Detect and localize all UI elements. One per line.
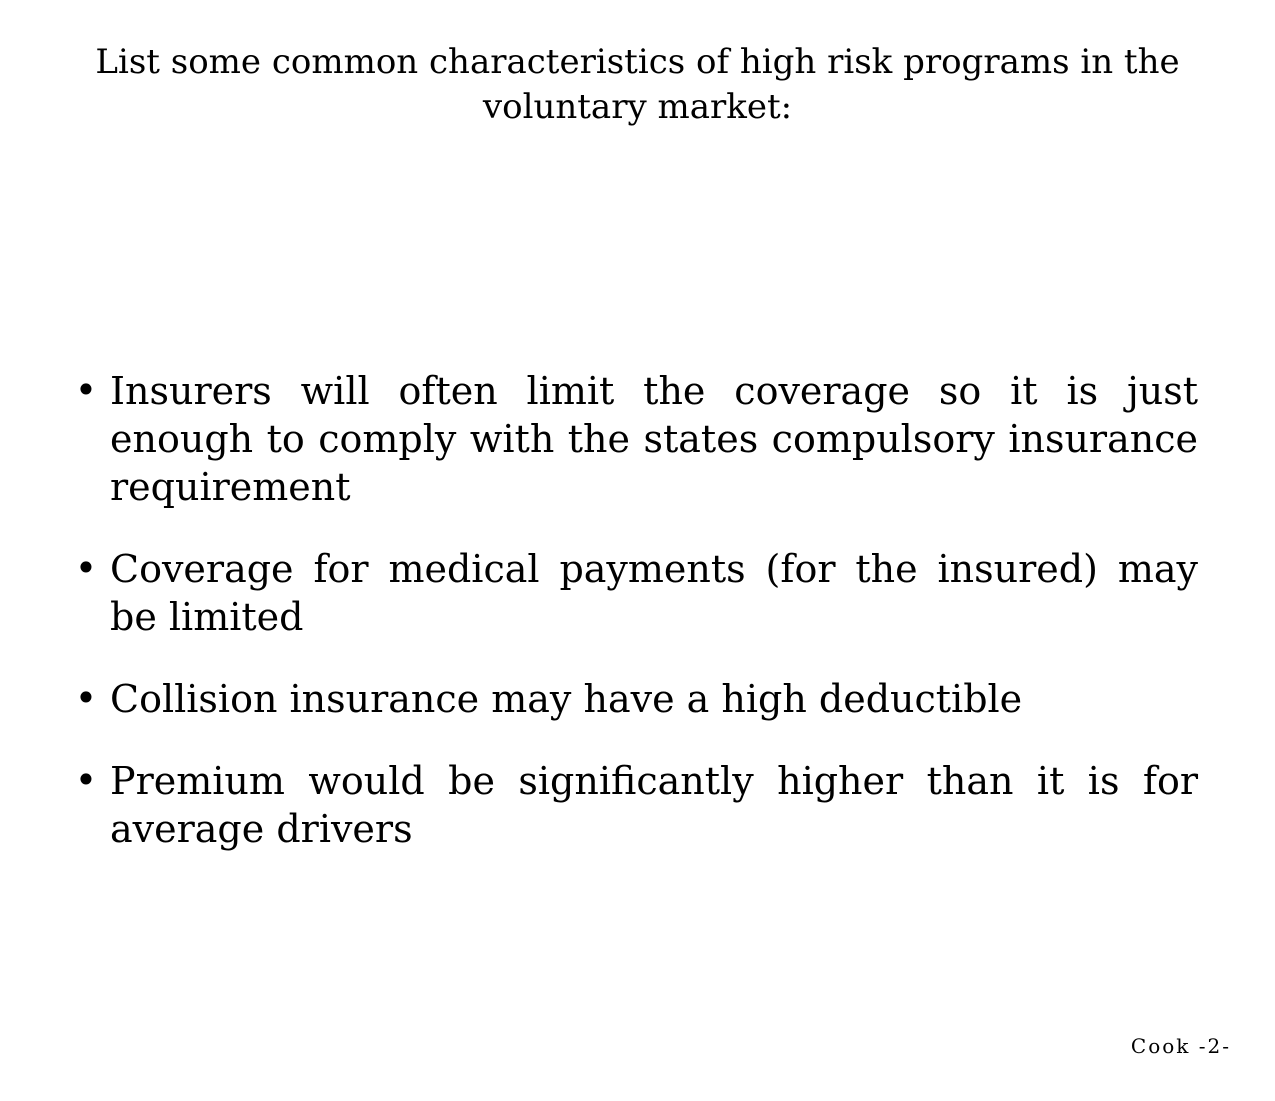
bullet-list bbox=[62, 367, 1198, 887]
bullet-text: Insurers will often limit the coverage so it is just enough to comply with the states compulsory insurance requirement bbox=[110, 369, 1198, 509]
page-footer: Cook -2- bbox=[1130, 1034, 1231, 1058]
slide-title: List some common characteristics of high risk programs in the voluntary market: bbox=[95, 42, 1180, 127]
bullet-dot-icon: • bbox=[74, 758, 98, 802]
bullet-item bbox=[62, 545, 1198, 641]
bullet-dot-icon: • bbox=[74, 368, 98, 412]
bullet-text: Premium would be significantly higher than it is for average drivers bbox=[110, 759, 1198, 851]
bullet-text: Collision insurance may have a high deductible bbox=[110, 677, 1023, 721]
bullet-item bbox=[62, 675, 1198, 723]
bullet-text: Coverage for medical payments (for the insured) may be limited bbox=[110, 547, 1198, 639]
bullet-item bbox=[62, 367, 1198, 511]
bullet-item bbox=[62, 757, 1198, 853]
bullet-dot-icon: • bbox=[74, 546, 98, 590]
bullet-dot-icon: • bbox=[74, 676, 98, 720]
